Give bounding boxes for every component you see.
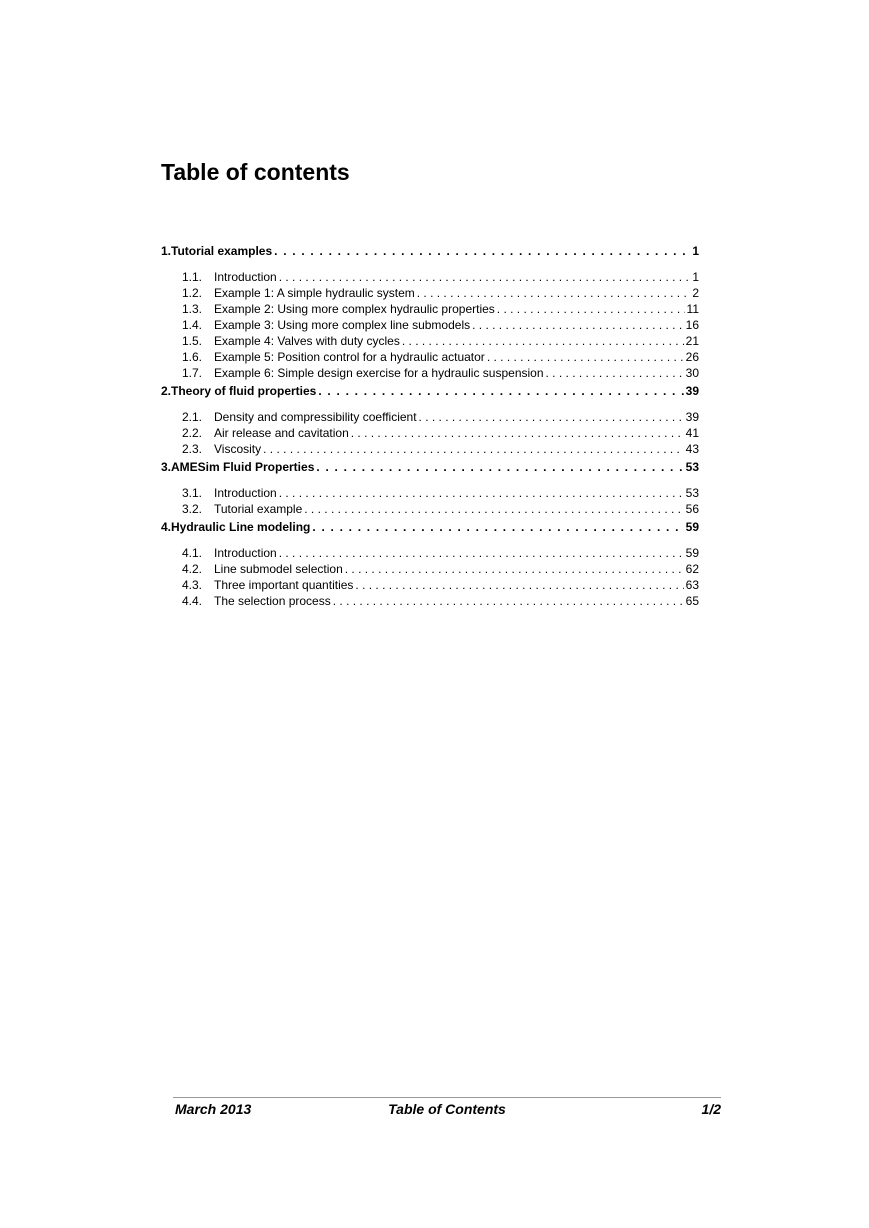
toc-section-number: 3.2.	[182, 502, 203, 516]
table-of-contents	[161, 243, 699, 611]
toc-section-title: Example 5: Position control for a hydraulic actuator	[214, 350, 485, 364]
toc-section-entry[interactable]	[161, 441, 699, 457]
toc-page-number: 53	[685, 460, 699, 474]
footer-divider	[173, 1097, 721, 1098]
toc-page-number: 11	[686, 302, 699, 316]
toc-dot-leader	[318, 383, 683, 399]
toc-page-number: 41	[685, 426, 699, 440]
toc-section-number: 4.2.	[182, 562, 203, 576]
footer-page-number: 1/2	[701, 1101, 721, 1117]
footer-section-title: Table of Contents	[388, 1101, 506, 1117]
toc-section-entry[interactable]	[161, 365, 699, 381]
toc-section-number: 1.7.	[182, 366, 203, 380]
toc-dot-leader	[312, 519, 683, 535]
toc-page-number: 65	[685, 594, 699, 608]
toc-section-entry[interactable]	[161, 409, 699, 425]
toc-dot-leader	[274, 243, 690, 259]
toc-dot-leader	[546, 365, 684, 381]
page-footer	[173, 1101, 721, 1119]
toc-section-title: Example 3: Using more complex line submodels	[214, 318, 471, 332]
toc-section-title: Three important quantities	[214, 578, 354, 592]
toc-dot-leader	[419, 409, 684, 425]
toc-section-number: 3.1.	[182, 486, 203, 500]
toc-chapter-entry[interactable]	[161, 243, 699, 259]
toc-section-list	[161, 545, 699, 609]
toc-dot-leader	[351, 425, 684, 441]
toc-section-number: 2.2.	[182, 426, 203, 440]
toc-page-number: 53	[685, 486, 699, 500]
toc-section-number: 1.4.	[182, 318, 203, 332]
toc-page-number: 16	[685, 318, 699, 332]
toc-chapter-entry[interactable]	[161, 459, 699, 475]
toc-section-list	[161, 409, 699, 457]
toc-section-entry[interactable]	[161, 593, 699, 609]
toc-section-list	[161, 485, 699, 517]
toc-section-title: Example 6: Simple design exercise for a hydraulic suspension	[214, 366, 544, 380]
toc-section-title: Introduction	[214, 486, 277, 500]
toc-page-number: 56	[685, 502, 699, 516]
toc-page-number: 63	[685, 578, 699, 592]
toc-page-number: 30	[685, 366, 699, 380]
toc-section-number: 1.1.	[182, 270, 203, 284]
toc-section-entry[interactable]	[161, 317, 699, 333]
toc-dot-leader	[345, 561, 684, 577]
toc-section-title: Air release and cavitation	[214, 426, 349, 440]
toc-section-title: Example 4: Valves with duty cycles	[214, 334, 400, 348]
toc-section-entry[interactable]	[161, 545, 699, 561]
toc-chapter-entry[interactable]	[161, 519, 699, 535]
toc-section-title: Example 2: Using more complex hydraulic properties	[214, 302, 495, 316]
toc-page-number: 21	[685, 334, 699, 348]
toc-section-number: 1.5.	[182, 334, 203, 348]
toc-dot-leader	[417, 285, 691, 301]
toc-section-entry[interactable]	[161, 301, 699, 317]
toc-dot-leader	[279, 545, 684, 561]
toc-section-title: Line submodel selection	[214, 562, 343, 576]
toc-dot-leader	[279, 269, 691, 285]
toc-section-entry[interactable]	[161, 561, 699, 577]
toc-dot-leader	[263, 441, 684, 457]
toc-section-number: 2.1.	[182, 410, 203, 424]
toc-page-number: 2	[692, 286, 699, 300]
footer-date: March 2013	[175, 1101, 252, 1117]
toc-section-number: 1.6.	[182, 350, 203, 364]
toc-dot-leader	[497, 301, 685, 317]
toc-section-number: 1.2.	[182, 286, 203, 300]
toc-section-entry[interactable]	[161, 269, 699, 285]
toc-page-number: 62	[685, 562, 699, 576]
toc-section-list	[161, 269, 699, 381]
toc-page-number: 59	[685, 520, 699, 534]
toc-dot-leader	[355, 577, 683, 593]
toc-chapter-entry[interactable]	[161, 383, 699, 399]
toc-page-number: 1	[692, 270, 699, 284]
toc-section-entry[interactable]	[161, 485, 699, 501]
toc-section-title: Tutorial example	[214, 502, 303, 516]
toc-dot-leader	[279, 485, 684, 501]
toc-dot-leader	[487, 349, 684, 365]
toc-section-entry[interactable]	[161, 349, 699, 365]
toc-chapter-title: 1.Tutorial examples	[161, 244, 273, 258]
toc-section-number: 4.1.	[182, 546, 203, 560]
toc-dot-leader	[402, 333, 684, 349]
toc-page-number: 59	[685, 546, 699, 560]
toc-section-number: 4.4.	[182, 594, 203, 608]
toc-section-number: 1.3.	[182, 302, 203, 316]
toc-section-entry[interactable]	[161, 333, 699, 349]
toc-section-number: 2.3.	[182, 442, 203, 456]
toc-section-title: Introduction	[214, 546, 277, 560]
toc-section-number: 4.3.	[182, 578, 203, 592]
toc-section-title: The selection process	[214, 594, 331, 608]
toc-page-number: 39	[685, 410, 699, 424]
toc-dot-leader	[316, 459, 683, 475]
toc-dot-leader	[472, 317, 684, 333]
toc-chapter-title: 2.Theory of fluid properties	[161, 384, 317, 398]
toc-section-title: Introduction	[214, 270, 277, 284]
toc-page-number: 43	[685, 442, 699, 456]
toc-section-entry[interactable]	[161, 285, 699, 301]
toc-chapter-title: 4.Hydraulic Line modeling	[161, 520, 311, 534]
toc-section-entry[interactable]	[161, 577, 699, 593]
toc-chapter-title: 3.AMESim Fluid Properties	[161, 460, 315, 474]
toc-page-number: 26	[685, 350, 699, 364]
toc-page-number: 1	[692, 244, 699, 258]
toc-section-entry[interactable]	[161, 501, 699, 517]
toc-section-title: Example 1: A simple hydraulic system	[214, 286, 415, 300]
toc-section-title: Density and compressibility coefficient	[214, 410, 417, 424]
toc-page-number: 39	[685, 384, 699, 398]
toc-dot-leader	[304, 501, 683, 517]
page-title: Table of contents	[161, 159, 350, 185]
toc-section-title: Viscosity	[214, 442, 262, 456]
toc-section-entry[interactable]	[161, 425, 699, 441]
toc-dot-leader	[333, 593, 684, 609]
